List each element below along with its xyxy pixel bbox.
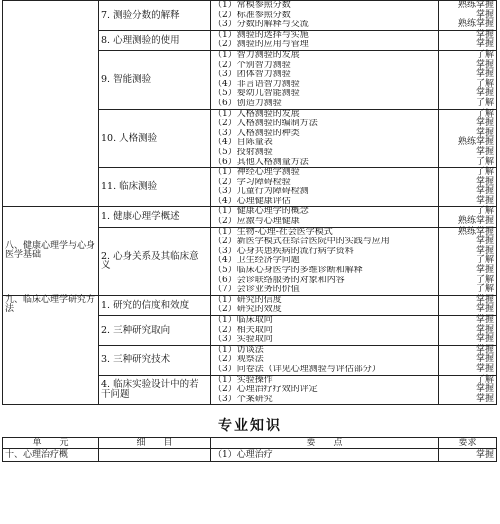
point-line: （3）心身共患疾病的流行病学资料 <box>213 246 354 256</box>
point-line: （2）心理治疗疗效的评定 <box>213 385 318 395</box>
item-cell <box>99 449 211 462</box>
requirement-line: 了解 <box>475 374 494 385</box>
document-sheet <box>2 0 498 524</box>
requirement-line: 掌握 <box>475 384 494 395</box>
item-cell: 2. 三种研究取向 <box>99 316 211 346</box>
requirement-line: 掌握 <box>475 334 494 345</box>
requirement-line: 掌握 <box>475 245 494 256</box>
table-row <box>3 449 497 462</box>
point-line: （1）智力测验的发展 <box>213 50 300 60</box>
requirement-cell <box>439 316 497 346</box>
requirement-line: 掌握 <box>475 344 494 355</box>
point-line: （2）测验的应用与管理 <box>213 40 309 50</box>
point-line: （1）临床取向 <box>213 316 273 325</box>
requirement-line: 掌握 <box>475 195 494 206</box>
point-line: （6）创造力测验 <box>213 98 282 108</box>
unit-cell <box>3 1 99 207</box>
points-cell <box>211 30 439 50</box>
requirement-line: 掌握 <box>475 88 494 99</box>
requirement-cell <box>439 227 497 295</box>
point-line: （2）新医学模式在综合医院中的实践与应用 <box>213 237 390 247</box>
requirement-line: 掌握 <box>475 324 494 335</box>
syllabus-table-lower <box>2 437 497 462</box>
point-line: （2）研究的效度 <box>213 305 282 315</box>
point-line: （1）测验的选择与实施 <box>213 30 309 40</box>
section-title: 专业知识 <box>218 418 282 435</box>
requirement-line: 了解 <box>475 156 494 167</box>
point-line: （1）生物-心理-社会医学模式 <box>213 227 333 237</box>
point-line: （6）会诊联络服务的对象和内容 <box>213 275 345 285</box>
point-line: （2）人格测验的编制方法 <box>213 119 318 129</box>
point-line: （2）学习障碍检验 <box>213 177 291 187</box>
points-cell <box>211 1 439 31</box>
point-line: （5）婴幼儿智能测验 <box>213 89 300 99</box>
point-line: （3）儿童行为障碍检测 <box>213 187 309 197</box>
requirement-line: 掌握 <box>475 29 494 40</box>
requirement-line: 了解 <box>475 284 494 295</box>
point-line: （4）非言语智力测验 <box>213 79 300 89</box>
point-line: （2）相关取向 <box>213 325 273 335</box>
requirement-line: 熟练掌握 <box>457 19 494 30</box>
syllabus-table-upper <box>2 0 497 405</box>
table-row <box>3 295 497 315</box>
points-cell <box>211 50 439 109</box>
point-line: （3）分数的解释与交流 <box>213 20 309 30</box>
item-cell: 1. 研究的信度和效度 <box>99 295 211 315</box>
points-cell <box>211 295 439 315</box>
item-cell: 2. 心身关系及其临床意义 <box>99 227 211 295</box>
points-cell <box>211 109 439 168</box>
syllabus-table-upper-body <box>3 1 497 405</box>
requirement-cell <box>439 168 497 207</box>
table-header-row <box>3 438 497 449</box>
point-line: （3）问卷法（详见心理测验与评估部分） <box>213 364 381 374</box>
point-line: （2）标准参照分数 <box>213 10 291 20</box>
requirement-cell <box>439 345 497 375</box>
requirement-line: 掌握 <box>475 146 494 157</box>
requirement-cell <box>439 207 497 227</box>
requirement-cell <box>439 1 497 31</box>
requirement-cell <box>439 30 497 50</box>
requirement-cell: 掌握 <box>439 449 497 462</box>
item-cell: 3. 三种研究技术 <box>99 345 211 375</box>
requirement-line: 掌握 <box>475 265 494 276</box>
requirement-line: 掌握 <box>475 39 494 50</box>
point-line: （4）卫生经济学问题 <box>213 256 300 266</box>
requirement-line: 掌握 <box>475 127 494 138</box>
points-cell <box>211 207 439 227</box>
point-line: （1）研究的信度 <box>213 295 282 305</box>
point-line: （7）会诊业务的价值 <box>213 285 300 295</box>
requirement-line: 掌握 <box>475 176 494 187</box>
requirement-line: 掌握 <box>475 363 494 374</box>
item-cell: 9. 智能测验 <box>99 50 211 109</box>
point-line: （4）心理健康评估 <box>213 196 291 206</box>
item-cell: 1. 健康心理学概述 <box>99 207 211 227</box>
column-header-point: 要 点 <box>211 438 439 449</box>
requirement-line: 掌握 <box>475 315 494 325</box>
points-cell <box>211 316 439 346</box>
point-line: （5）投射测验 <box>213 147 273 157</box>
table-row <box>3 207 497 227</box>
requirement-line: 了解 <box>475 97 494 108</box>
requirement-line: 了解 <box>475 255 494 266</box>
requirement-line: 掌握 <box>475 59 494 70</box>
column-header-requirement: 要求 <box>439 438 497 449</box>
requirement-line: 掌握 <box>475 236 494 247</box>
requirement-line: 了解 <box>475 206 494 217</box>
requirement-line: 了解 <box>475 49 494 60</box>
points-cell <box>211 345 439 375</box>
point-line: （3）人格测验的种类 <box>213 128 300 138</box>
item-cell: 4. 临床实验设计中的若干问题 <box>99 375 211 405</box>
requirement-cell <box>439 295 497 315</box>
point-line: （1）神经心理学测验 <box>213 168 300 178</box>
points-cell <box>211 168 439 207</box>
requirement-line: 熟练掌握 <box>457 0 494 10</box>
point-line: （2）观察法 <box>213 355 264 365</box>
requirement-line: 掌握 <box>475 294 494 305</box>
point-line: （3）个案研究 <box>213 394 273 404</box>
unit-cell: 九、临床心理学研究方法 <box>3 295 99 405</box>
requirement-line: 熟练掌握 <box>457 216 494 227</box>
point-line: （1）实验操作 <box>213 375 273 385</box>
column-header-unit: 单 元 <box>3 438 99 449</box>
point-line: （6）其他人格测量方法 <box>213 157 309 167</box>
requirement-cell <box>439 109 497 168</box>
requirement-line: 掌握 <box>475 186 494 197</box>
requirement-cell <box>439 375 497 405</box>
point-line: （1）人格测验的发展 <box>213 109 300 119</box>
item-cell: 11. 临床测验 <box>99 168 211 207</box>
item-cell: 7. 测验分数的解释 <box>99 1 211 31</box>
points-cell <box>211 227 439 295</box>
point-line: （4）自陈量表 <box>213 138 273 148</box>
requirement-line: 了解 <box>475 274 494 285</box>
requirement-line: 掌握 <box>475 9 494 20</box>
point-line: （3）实验取向 <box>213 335 273 345</box>
requirement-line: 掌握 <box>475 304 494 315</box>
requirement-line: 掌握 <box>475 393 494 404</box>
points-cell <box>211 375 439 405</box>
requirement-line: 掌握 <box>475 354 494 365</box>
point-line: （1）健康心理学的概念 <box>213 207 309 217</box>
requirement-line: 了解 <box>475 108 494 119</box>
requirement-line: 熟练掌握 <box>457 137 494 148</box>
point-line: （3）团体智力测验 <box>213 70 291 80</box>
point-line: （1）常模参照分数 <box>213 1 291 10</box>
requirement-line: 熟练掌握 <box>457 226 494 237</box>
point-line: （5）临床心身医学的多维诊断和解释 <box>213 266 363 276</box>
requirement-line: 了解 <box>475 78 494 89</box>
unit-cell: 八、健康心理学与心身医学基础 <box>3 207 99 295</box>
unit-cell: 十、心理治疗概 <box>3 449 99 462</box>
requirement-cell <box>439 50 497 109</box>
point-line: （1）访谈法 <box>213 345 264 355</box>
table-row <box>3 1 497 31</box>
point-cell: （1）心理治疗 <box>211 449 439 462</box>
item-cell: 8. 心理测验的使用 <box>99 30 211 50</box>
requirement-line: 掌握 <box>475 118 494 129</box>
point-line: （2）应激与心理健康 <box>213 217 300 227</box>
requirement-line: 掌握 <box>475 69 494 80</box>
column-header-item: 细 目 <box>99 438 211 449</box>
item-cell: 10. 人格测验 <box>99 109 211 168</box>
requirement-line: 了解 <box>475 167 494 178</box>
point-line: （2）个别智力测验 <box>213 60 291 70</box>
